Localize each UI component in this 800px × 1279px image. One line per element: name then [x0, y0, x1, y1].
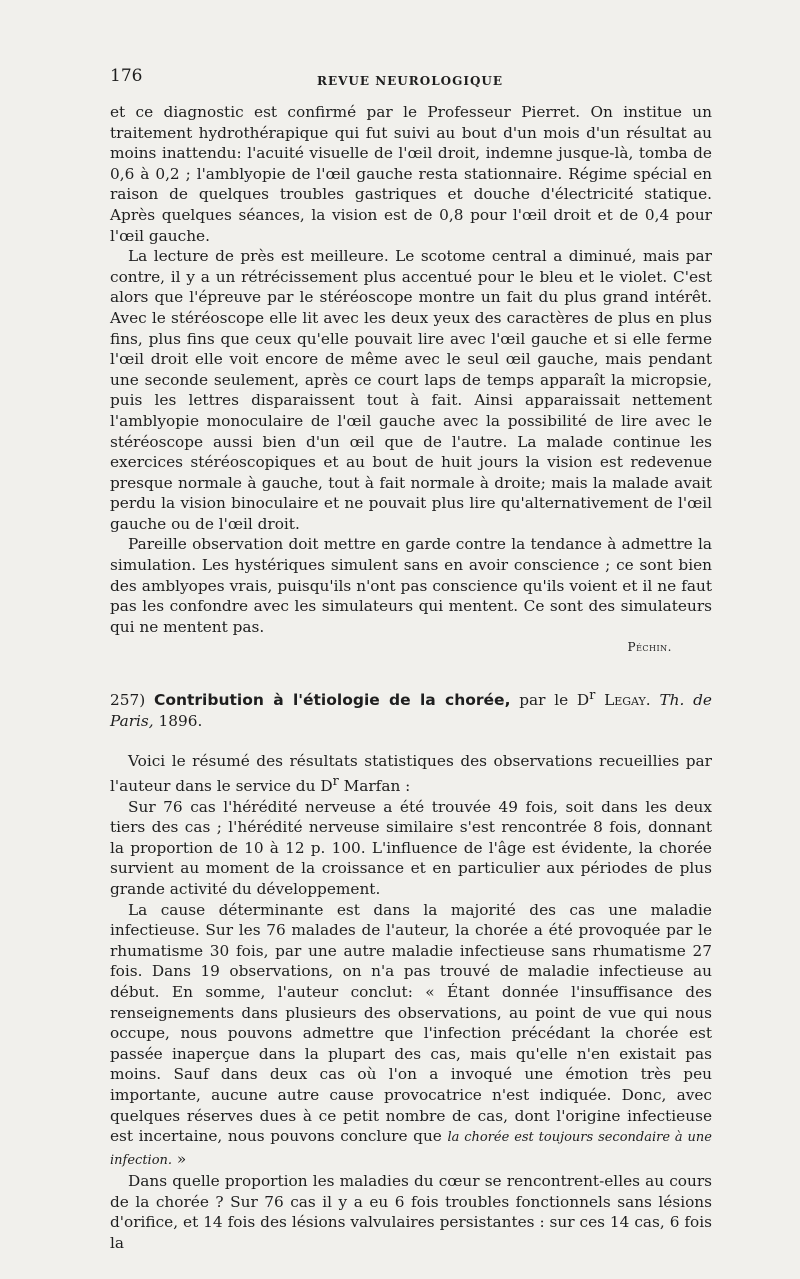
article-title: Contribution à l'étiologie de la chorée, — [153, 691, 511, 710]
article-source: Th. de Paris, — [110, 691, 712, 730]
intro-text: Voici le résumé des résultats statistiques des observations recueillies par l'auteur dans le service du D — [110, 752, 712, 795]
article-year: 1896. — [158, 711, 203, 730]
paragraph-heredity: Sur 76 cas l'hérédité nerveuse a été trouvée 49 fois, soit dans les deux tiers des cas ; l'hérédité nerveuse similaire s'est rencontrée 8 fois, donnant la proportion de 10 à 12 p. 100. L'influence de l'âge est évidente, la chorée survient au moment de la croissance et en particulier aux périodes de plus grande activité du développement. — [110, 797, 712, 898]
paragraph-continuation: et ce diagnostic est confirmé par le Professeur Pierret. On institue un traitement hydrothérapique qui fut suivi au bout d'un mois d'un résultat au moins inattendu: l'acuité visuelle de l'œil droit, indemne jusque-là, tomba de 0,6 à 0,2 ; l'amblyopie de l'œil gauche resta stationnaire. Régime spécial en raison de quelques troubles gastriques et douche d'électricité statique. Après quelques séances, la vision est de 0,8 pour l'œil droit et de 0,4 pour l'œil gauche. — [110, 103, 712, 245]
paragraph-cause — [110, 900, 712, 1172]
paragraph-simulation: Pareille observation doit mettre en garde contre la tendance à admettre la simulation. Les hystériques simulent sans en avoir conscience ; ce sont bien des amblyopes vrais, puisqu'ils n'ont pas conscience qu'ils voient et il ne faut pas les confondre avec les simulateurs qui mentent. Ce sont des simulateurs qui ne mentent pas. — [110, 535, 712, 636]
article-number: 257) — [110, 691, 146, 710]
article-author: Legay. — [604, 691, 651, 710]
article-by-sup: r — [589, 688, 596, 704]
paragraph-heart: Dans quelle proportion les maladies du cœur se rencontrent-elles au cours de la chorée ? Sur 76 cas il y a eu 6 fois troubles fonctionnels sans lésions d'orifice, et 14 fois des lésions valvulaires persistantes : sur ces 14 cas, 6 fois la — [110, 1172, 712, 1253]
paragraph-intro — [110, 751, 712, 796]
cause-conclusion: la chorée est toujours secondaire à une infection. — [110, 1130, 712, 1168]
cause-end: » — [172, 1149, 187, 1168]
page-header — [110, 64, 710, 94]
page-body — [110, 102, 712, 1254]
running-title: REVUE NEUROLOGIQUE — [316, 74, 504, 88]
page-number: 176 — [110, 66, 143, 86]
article-heading — [110, 686, 712, 731]
paragraph-stereoscope: La lecture de près est meilleure. Le scotome central a diminué, mais par contre, il y a un rétrécissement plus accentué pour le bleu et le violet. C'est alors que l'épreuve par le stéréoscope montre un fait du plus grand intérêt. Avec le stéréoscope elle lit avec les deux yeux des caractères de plus en plus fins, plus fins que ceux qu'elle pouvait lire avec l'œil gauche et si elle ferme l'œil droit elle voit encore de même avec le seul œil gauche, mais pendant une seconde seulement, après ce court laps de temps apparaît la micropsie, puis les lettres disparaissent tout à fait. Ainsi apparaissait nettement l'amblyopie monoculaire de l'œil gauche avec la possibilité de lire avec le stéréoscope aussi bien d'un œil que de l'autre. La malade continue les exercices stéréoscopiques et au bout de huit jours la vision est redevenue presque normale à gauche, tout à fait normale à droite; mais la malade avait perdu la vision binoculaire et ne pouvait plus lire qu'alternativement de l'œil gauche ou de l'œil droit. — [110, 247, 712, 533]
article-by: par le D — [519, 691, 590, 710]
author-signature: Péchin. — [627, 640, 672, 655]
cause-text: La cause déterminante est dans la majorité des cas une maladie infectieuse. Sur les 76 malades de l'auteur, la chorée a été provoquée par le rhumatisme 30 fois, par une autre maladie infectieuse sans rhumatisme 27 fois. Dans 19 observations, on n'a pas trouvé de maladie infectieuse au début. En somme, l'auteur conclut: « Étant donnée l'insuffisance des renseignements dans plusieurs des observations, au point de vue qui nous occupe, nous pouvons admettre que l'infection précédant la chorée est passée inaperçue dans la plupart des cas, mais qu'elle n'en existait pas moins. Sauf dans deux cas où l'on a invoqué une émotion très peu importante, aucune autre cause provocatrice n'est indiquée. Donc, avec quelques réserves dues à ce petit nombre de cas, dont l'origine infectieuse est incertaine, nous pouvons conclure que — [110, 900, 712, 1146]
intro-sup: r — [332, 773, 339, 789]
intro-text-end: Marfan : — [338, 777, 411, 795]
